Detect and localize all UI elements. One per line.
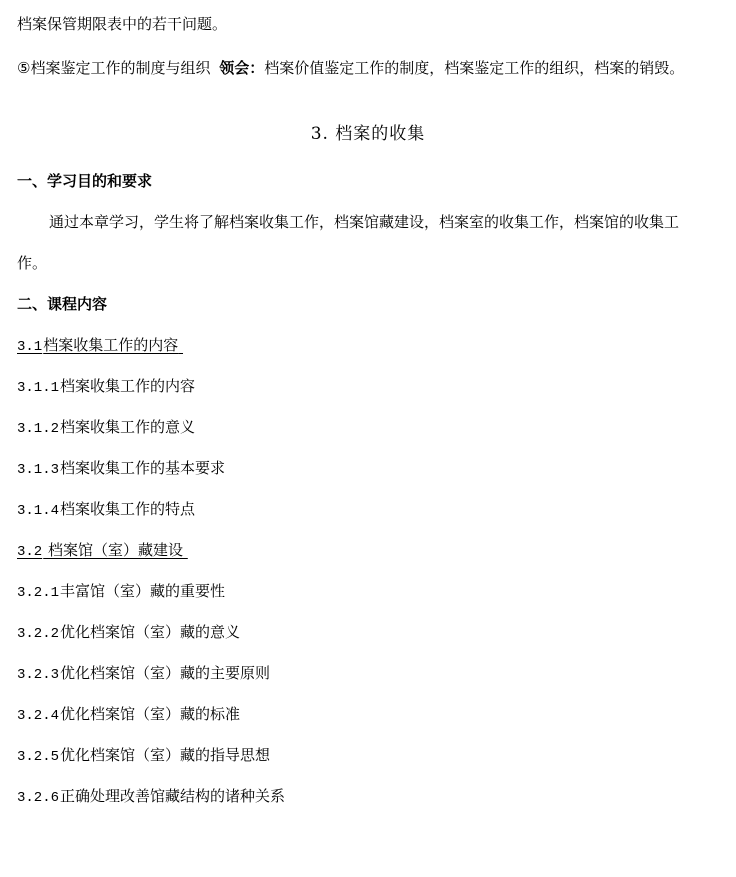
outline-number: 3.2.3 [17,667,60,683]
outline-tail [183,541,188,559]
outline-number: 3.1.1 [17,380,60,396]
outline-item [17,581,225,603]
outline-item [17,540,188,562]
outline-number: 3.1.2 [17,421,60,437]
outline-item [17,417,195,439]
section1-paragraph-line2: 作。 [17,254,48,272]
outline-number: 3.2.6 [17,790,60,806]
outline-text: 优化档案馆（室）藏的意义 [60,623,241,641]
outline-tail [178,336,183,354]
outline-item [17,335,183,357]
outline-number: 3.2.5 [17,749,60,765]
section1-heading: 一、学习目的和要求 [17,172,153,190]
item5-line [17,58,684,78]
outline-link-text [17,336,183,354]
outline-text: 优化档案馆（室）藏的指导思想 [60,746,271,764]
outline-item [17,663,270,685]
outline-item [17,745,270,767]
outline-text: 档案馆（室）藏建设 [43,541,183,559]
section2-heading: 二、课程内容 [17,295,108,313]
outline-number: 3.1.4 [17,503,60,519]
intro-text: 档案保管期限表中的若干问题。 [17,15,228,33]
outline-text: 丰富馆（室）藏的重要性 [60,582,226,600]
outline-number: 3.2.4 [17,708,60,724]
outline-item [17,458,225,480]
outline-link-text [17,541,188,559]
outline-number: 3.1 [17,339,43,355]
outline-text: 档案收集工作的内容 [60,377,196,395]
outline-number: 3.1.3 [17,462,60,478]
item5-title: 档案鉴定工作的制度与组织 [30,59,211,77]
outline-text: 优化档案馆（室）藏的主要原则 [60,664,271,682]
outline-item [17,704,240,726]
outline-item [17,499,195,521]
outline-text: 正确处理改善馆藏结构的诸种关系 [60,787,286,805]
understand-text: 档案价值鉴定工作的制度，档案鉴定工作的组织，档案的销毁。 [264,59,685,77]
outline-number: 3.2.2 [17,626,60,642]
chapter-title: 3. 档案的收集 [310,124,426,144]
outline-text: 档案收集工作的意义 [60,418,196,436]
outline-number: 3.2.1 [17,585,60,601]
outline-item [17,622,240,644]
intro-line [17,14,227,34]
outline-item [17,376,195,398]
understand-label: 领会： [219,59,265,77]
outline-text: 档案收集工作的特点 [60,500,196,518]
outline-item [17,786,285,808]
outline-number: 3.2 [17,544,43,560]
outline-text: 档案收集工作的内容 [43,336,179,354]
section1-paragraph-line1: 通过本章学习，学生将了解档案收集工作，档案馆藏建设，档案室的收集工作，档案馆的收集工 [49,213,680,231]
outline-text: 优化档案馆（室）藏的标准 [60,705,241,723]
outline-text: 档案收集工作的基本要求 [60,459,226,477]
circled-number-marker: ⑤ [17,59,31,77]
